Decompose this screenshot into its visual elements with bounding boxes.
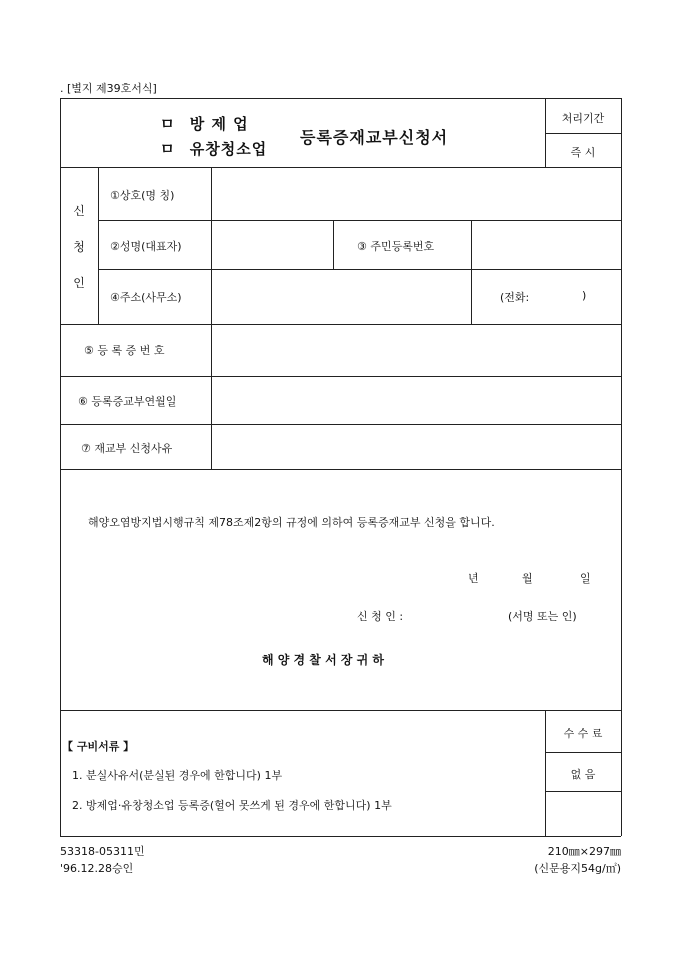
applicant-side-char-2: 청: [73, 240, 85, 254]
form-code: 53318-05311민: [60, 845, 145, 858]
paper-size: 210㎜×297㎜: [547, 845, 621, 858]
reissue-reason-label: ⑦ 재교부 신청사유: [81, 442, 173, 455]
processing-period-value: 즉 시: [570, 146, 596, 159]
declaration-text: 해양오염방지법시행규칙 제78조제2항의 규정에 의하여 등록증재교부 신청을 합니다.: [88, 516, 495, 529]
required-documents-header: 【 구비서류 】: [62, 740, 135, 753]
business-name-label: ①상호(명 칭): [110, 189, 175, 202]
reissue-reason-field[interactable]: [212, 425, 621, 469]
required-document-item: 2. 방제업·유창청소업 등록증(헐어 못쓰게 된 경우에 한합니다) 1부: [72, 799, 392, 812]
applicant-signature-label: 신 청 인 :: [357, 610, 404, 623]
date-month-label: 월: [522, 572, 533, 585]
business-type-option-1: [160, 113, 249, 134]
form-title: 등록증재교부신청서: [300, 128, 449, 147]
issue-date-field[interactable]: [212, 377, 621, 424]
approval-date: '96.12.28승인: [60, 862, 134, 875]
signature-seal-label: (서명 또는 인): [508, 610, 577, 623]
business-type-label: 유창청소업: [189, 140, 268, 158]
representative-name-label: ②성명(대표자): [110, 240, 182, 253]
issue-date-label: ⑥ 등록증교부연월일: [78, 395, 177, 408]
phone-close-paren: ): [582, 289, 587, 302]
recipient-line: 해 양 경 찰 서 장 귀 하: [262, 653, 384, 667]
date-day-label: 일: [580, 572, 591, 585]
registration-number-field[interactable]: [212, 325, 621, 376]
business-type-label: 방 제 업: [189, 115, 249, 133]
paper-type: (신문용지54g/㎡): [534, 862, 621, 875]
business-type-option-2: [160, 138, 267, 159]
required-document-item: 1. 분실사유서(분실된 경우에 한합니다) 1부: [72, 769, 283, 782]
applicant-side-char-1: 신: [73, 204, 85, 218]
representative-name-field[interactable]: [212, 221, 333, 269]
business-name-field[interactable]: [212, 168, 621, 220]
applicant-side-char-3: 인: [73, 276, 85, 290]
resident-number-field[interactable]: [472, 221, 621, 269]
fee-label: 수 수 료: [563, 727, 603, 740]
checkbox-marker: ㅁ: [160, 140, 176, 158]
address-label: ④주소(사무소): [110, 291, 182, 304]
address-field[interactable]: [212, 270, 471, 324]
processing-period-label: 처리기간: [561, 112, 605, 125]
resident-number-label: ③ 주민등록번호: [357, 240, 435, 253]
checkbox-marker: ㅁ: [160, 115, 176, 133]
form-number-label: . [별지 제39호서식]: [60, 82, 157, 95]
fee-value: 없 음: [570, 768, 596, 781]
registration-number-label: ⑤ 등 록 증 번 호: [84, 344, 165, 357]
date-year-label: 년: [468, 572, 479, 585]
phone-label: (전화:: [500, 291, 530, 304]
